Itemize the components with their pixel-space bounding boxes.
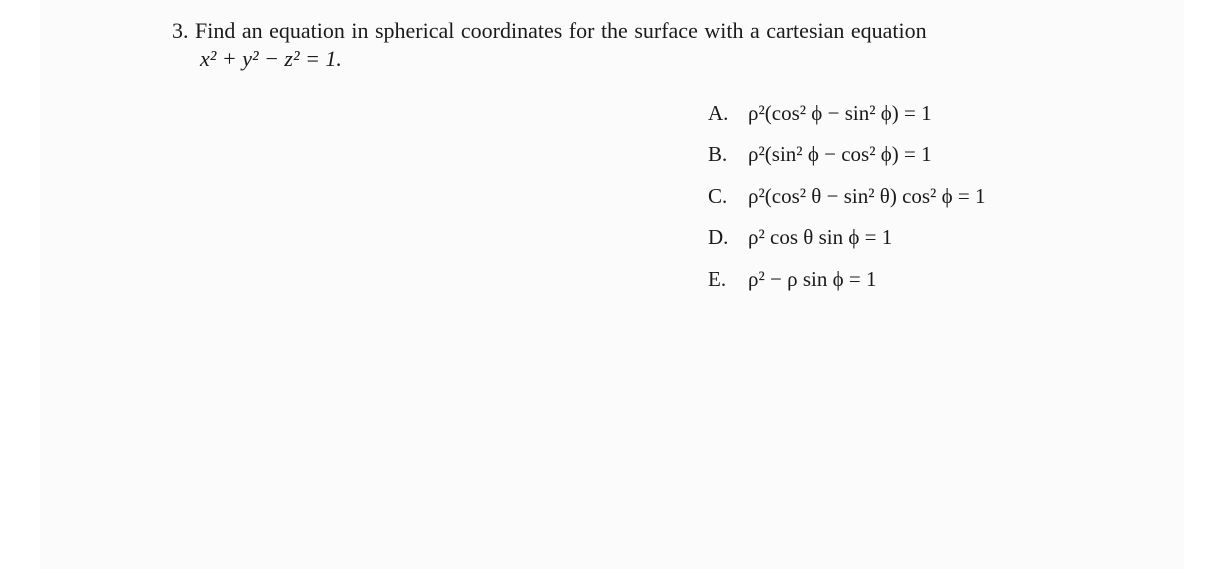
- choice-letter: A.: [708, 101, 729, 125]
- choice-e[interactable]: [708, 264, 1168, 305]
- choice-b[interactable]: [708, 139, 1168, 180]
- choice-letter: C.: [708, 183, 728, 208]
- choice-letter: B.: [708, 142, 728, 167]
- choice-expression: ρ² − ρ sin ϕ = 1: [748, 266, 877, 291]
- choice-letter: E.: [708, 266, 727, 291]
- choice-expression: ρ²(cos² ϕ − sin² ϕ) = 1: [748, 101, 932, 125]
- choice-a[interactable]: [708, 98, 1168, 139]
- choice-c[interactable]: [708, 181, 1168, 222]
- question-text: 3. Find an equation in spherical coordinates for the surface with a cartesian equation: [172, 18, 927, 43]
- question-equation: x² + y² − z² = 1.: [200, 46, 342, 71]
- choice-d[interactable]: [708, 222, 1168, 263]
- question-block: [172, 17, 1072, 73]
- choice-expression: ρ²(cos² θ − sin² θ) cos² ϕ = 1: [748, 183, 986, 208]
- choice-letter: D.: [708, 225, 729, 250]
- choice-expression: ρ²(sin² ϕ − cos² ϕ) = 1: [748, 142, 932, 167]
- choice-expression: ρ² cos θ sin ϕ = 1: [748, 225, 893, 250]
- answer-choices: [708, 98, 1168, 305]
